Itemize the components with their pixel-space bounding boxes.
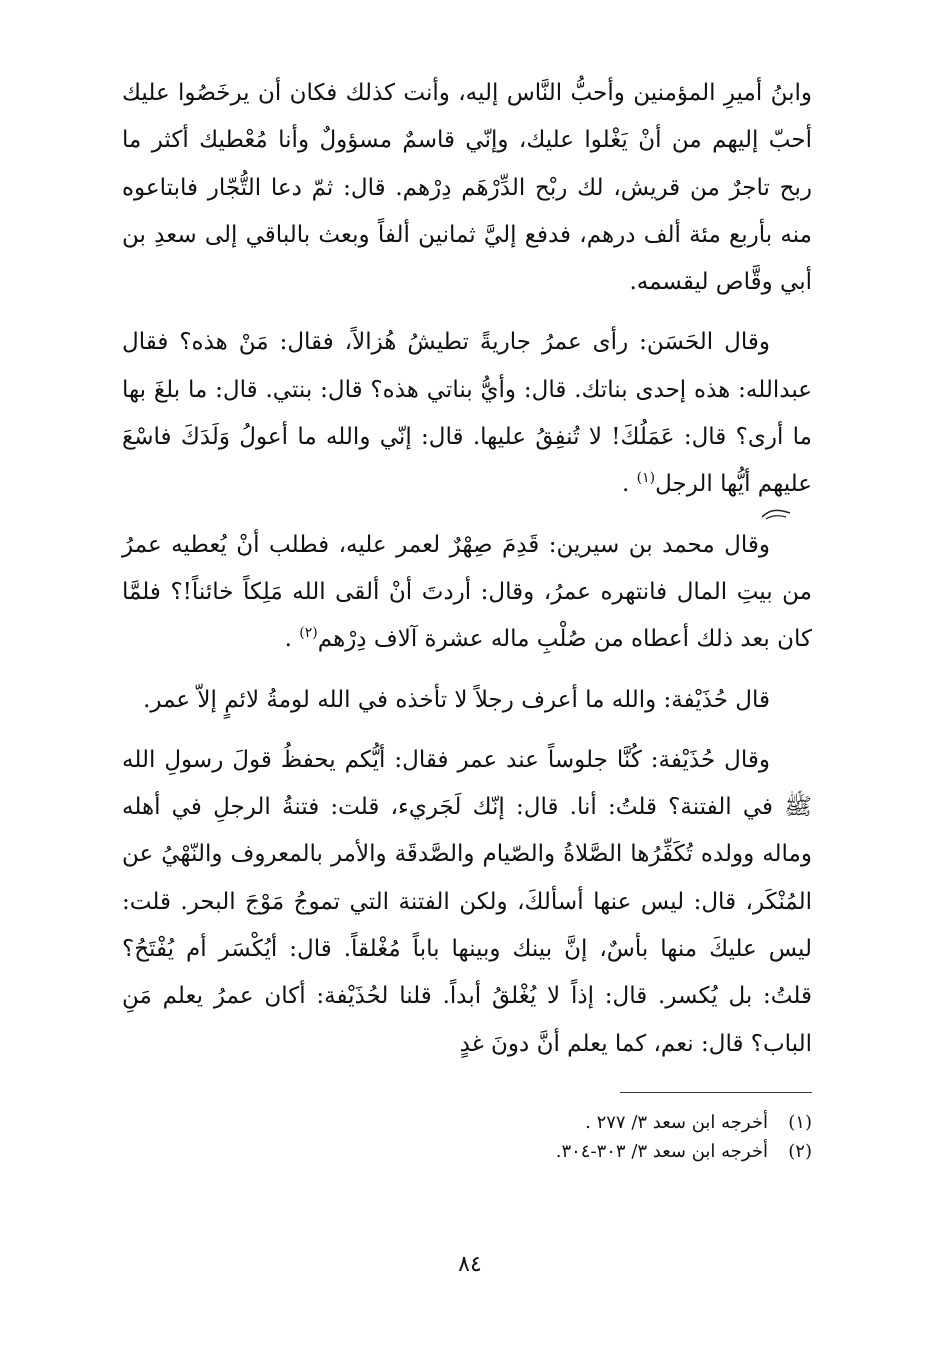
paragraph-4-text: قال حُذَيْفة: والله ما أعرف رجلاً لا تأخذه في الله لومةُ لائمٍ إلاّ عمر. [143, 686, 770, 713]
paragraph-1 [122, 70, 812, 306]
footnote-1-number: (١) [788, 1112, 812, 1133]
footnote-1-text: أخرجه ابن سعد ٣/ ٢٧٧ . [585, 1112, 768, 1133]
paragraph-4 [122, 677, 812, 724]
paragraph-3 [122, 522, 812, 664]
paragraph-3-tail: . [284, 626, 300, 653]
paragraph-2-text: وقال الحَسَن: رأى عمرُ جاريةً تطيشُ هُزالاً، فقال: مَنْ هذه؟ فقال عبدالله: هذه إحدى بناتك. قال: وأيُّ بناتي هذه؟ قال: بنتي. قال: ما بلغَ بها ما أرى؟ قال: عَمَلُكَ! لا تُنفِقُ عليها. قال: إنّي والله ما أعولُ وَلَدَكَ فاسْعَ عليهم أيُّها الرجل [122, 329, 812, 498]
footnote-2-number: (٢) [788, 1141, 812, 1162]
page-number: ٨٤ [458, 1252, 482, 1277]
paragraph-2-tail: . [621, 471, 637, 498]
paragraph-3-text: وقال محمد بن سيرين: قَدِمَ صِهْرٌ لعمر عليه، فطلب أنْ يُعطيه عمرُ من بيتِ المال فانتهره عمرُ، وقال: أردتَ أنْ ألقى الله مَلِكاً خائناً!؟ فلمَّا كان بعد ذلك أعطاه من صُلْبِ ماله عشرة آلاف دِرْهم [122, 531, 812, 653]
footnote-ref-1: (١) [636, 470, 656, 487]
margin-pen-mark [760, 503, 792, 523]
footnotes [300, 1108, 812, 1166]
main-text [122, 70, 812, 1081]
paragraph-2 [122, 319, 812, 508]
paragraph-1-text: وابنُ أميرِ المؤمنين وأحبُّ النَّاس إليه، وأنت كذلك فكان أن يرخَصُوا عليك أحبّ إليهم من أنْ يَغْلوا عليك، وإنّي قاسمٌ مسؤولٌ وأنا مُعْطيك أكثر ما ربح تاجرٌ من قريش، لك ربْح الدِّرْهَم دِرْهم. قال: ثمّ دعا التُّجّار فابتاعوه منه بأربع مئة ألف درهم، فدفع إليَّ ثمانين ألفاً وبعث بالباقي إلى سعدِ بن أبي وقَّاص ليقسمه. [122, 80, 812, 296]
footnote-ref-2: (٢) [299, 625, 318, 642]
paragraph-5 [122, 737, 812, 1068]
footnote-separator [620, 1092, 812, 1093]
footnote-1 [300, 1108, 812, 1137]
paragraph-5-text: وقال حُذَيْفة: كُنَّا جلوساً عند عمر فقال: أيُّكم يحفظُ قولَ رسولِ الله ﷺ في الفتنة؟ قلتُ: أنا. قال: إنّك لَجَريء، قلت: فتنةُ الرجلِ في أهله وماله وولده تُكَفِّرُها الصَّلاةُ والصّيام والصَّدقَة والأمر بالمعروف والنّهْيُ عن المُنْكَر، قال: ليس عنها أسألكَ، ولكن الفتنة التي تموجُ مَوْجَ البحر. قلت: ليس عليكَ منها بأسٌ، إنَّ بينك وبينها باباً مُغْلقاً. قال: أيُكْسَر أم يُفْتَحُ؟ قلتُ: بل يُكسر. قال: إذاً لا يُغْلقُ أبداً. قلنا لحُذَيْفة: أكان عمرُ يعلم مَنِ الباب؟ قال: نعم، كما يعلم أنَّ دونَ غدٍ [122, 746, 812, 1057]
footnote-2 [300, 1137, 812, 1166]
footnote-2-text: أخرجه ابن سعد ٣/ ٣٠٣-٣٠٤. [555, 1141, 768, 1162]
